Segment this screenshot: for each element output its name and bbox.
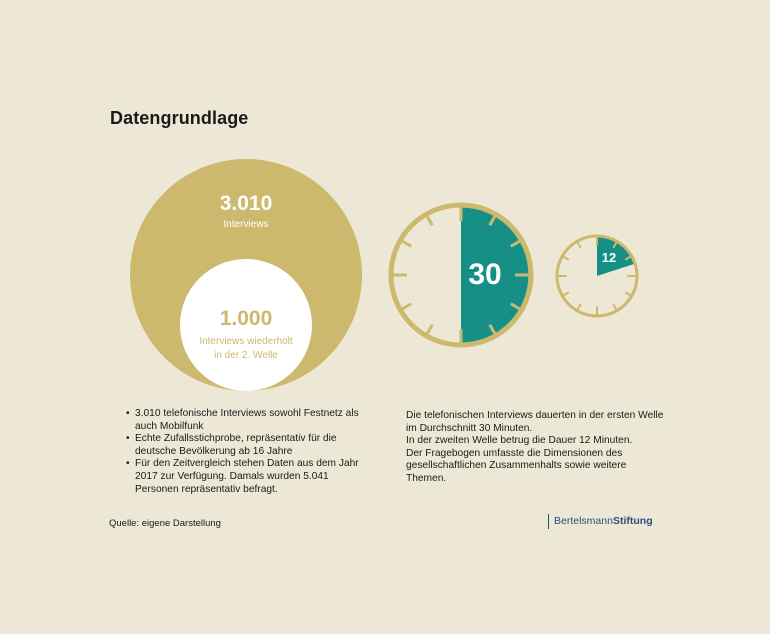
description-line: Die telefonischen Interviews dauerten in der ersten Welle im Durchschnitt 30 Minuten. (406, 410, 664, 434)
outer-value: 3.010 (219, 192, 273, 215)
page-title: Datengrundlage (110, 108, 249, 128)
clock-30-minutes (391, 205, 531, 345)
list-item: • 3.010 telefonische Interviews sowohl Festnetz als auch Mobilfunk (109, 408, 364, 433)
description-line: In der zweiten Welle betrug die Dauer 12 Minuten. (406, 435, 633, 447)
logo-part-1: Bertelsmann (554, 515, 613, 527)
clock-12-label: 12 (601, 250, 617, 265)
description-text (406, 410, 666, 486)
description-line: Der Fragebogen umfasste die Dimensionen des gesellschaftlichen Zusammenhalts sowie weitere Themen. (406, 447, 627, 484)
logo-part-2: Stiftung (612, 515, 653, 527)
inner-caption-line-1: Interviews wiederholt (199, 336, 293, 347)
source-note: Quelle: eigene Darstellung (109, 518, 221, 529)
outer-caption: Interviews (223, 219, 269, 230)
list-item: • Für den Zeitvergleich stehen Daten aus dem Jahr 2017 zur Verfügung. Damals wurden 5.041 Personen repräsentativ befragt. (109, 458, 364, 496)
inner-value: 1.000 (219, 307, 273, 330)
interviews-circles (130, 159, 362, 391)
bullet-list (109, 408, 364, 496)
inner-caption-line-2: in der 2. Welle (214, 350, 278, 361)
bertelsmann-logo (548, 514, 653, 529)
clock-12-minutes (557, 236, 637, 316)
list-item: • Echte Zufallsstichprobe, repräsentativ für die deutsche Bevölkerung ab 16 Jahre (109, 433, 364, 458)
clock-30-label: 30 (468, 258, 502, 291)
